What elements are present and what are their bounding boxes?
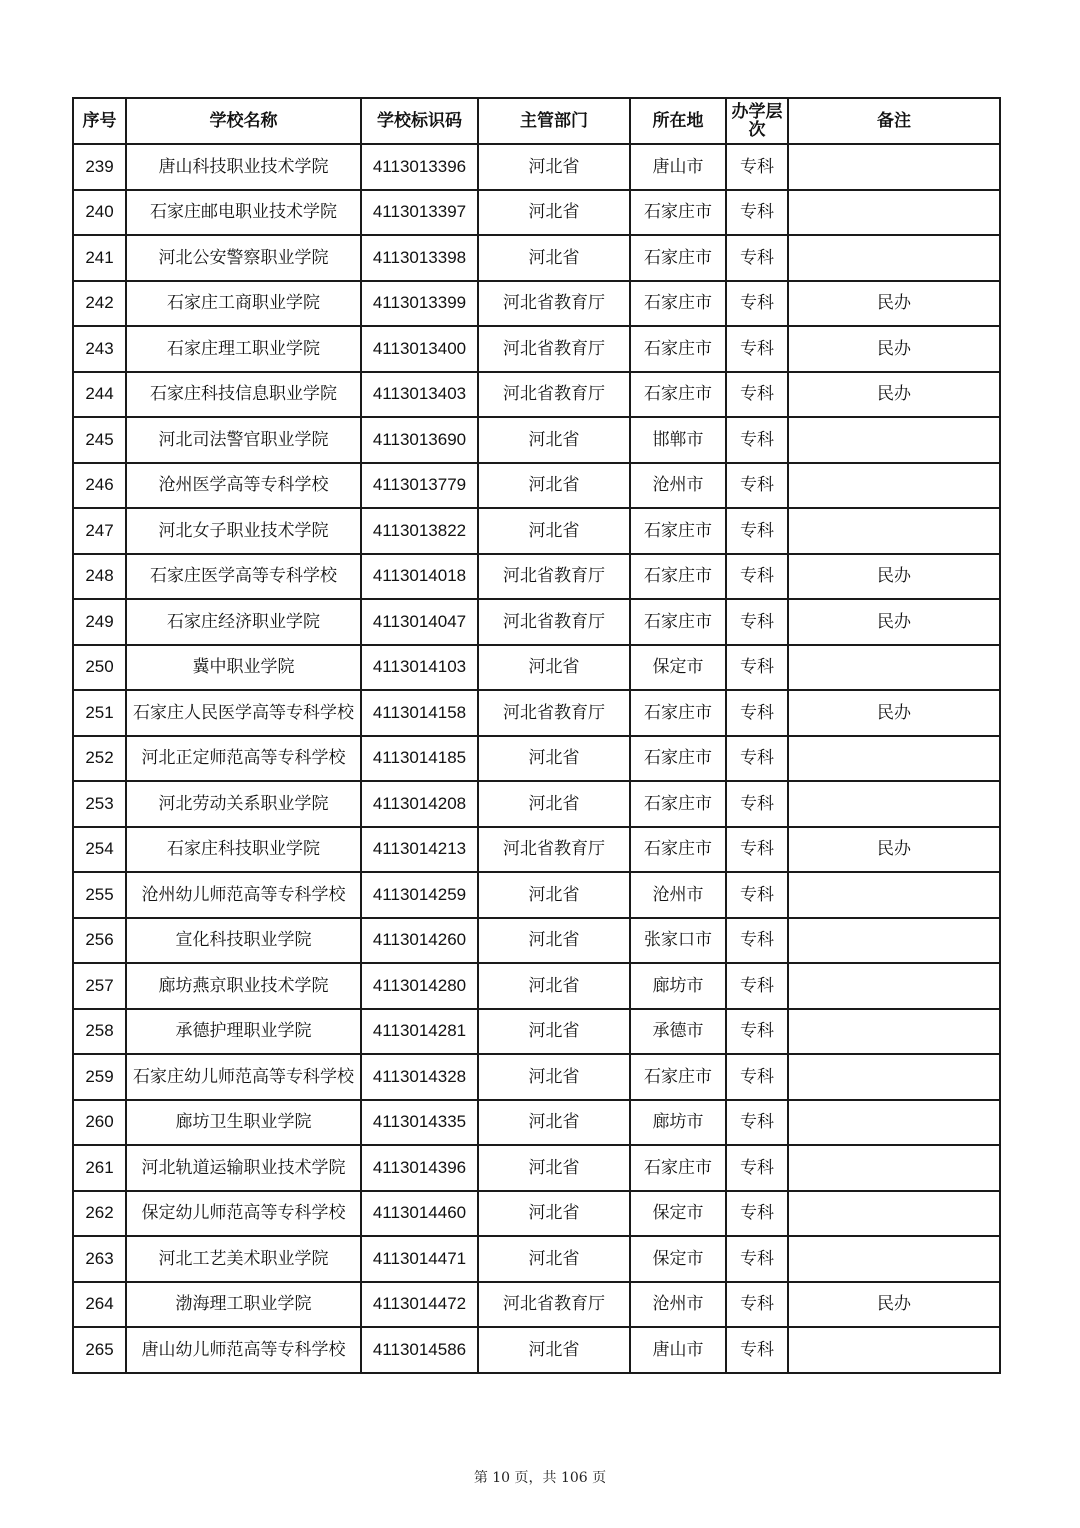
cell-department: 河北省 xyxy=(478,463,630,509)
cell-school-name: 石家庄医学高等专科学校 xyxy=(126,554,361,600)
cell-location: 石家庄市 xyxy=(630,1145,726,1191)
table-row xyxy=(73,281,1000,327)
cell-location: 廊坊市 xyxy=(630,963,726,1009)
cell-department: 河北省 xyxy=(478,235,630,281)
cell-seq: 257 xyxy=(73,963,126,1009)
cell-level: 专科 xyxy=(726,963,788,1009)
cell-note xyxy=(788,417,1000,463)
cell-school-name: 石家庄理工职业学院 xyxy=(126,326,361,372)
cell-level: 专科 xyxy=(726,1145,788,1191)
table-row xyxy=(73,554,1000,600)
cell-school-name: 石家庄科技职业学院 xyxy=(126,827,361,873)
cell-department: 河北省教育厅 xyxy=(478,599,630,645)
table-row xyxy=(73,372,1000,418)
cell-seq: 255 xyxy=(73,872,126,918)
cell-school-name: 沧州医学高等专科学校 xyxy=(126,463,361,509)
cell-level: 专科 xyxy=(726,463,788,509)
cell-note: 民办 xyxy=(788,1282,1000,1328)
table-row xyxy=(73,1054,1000,1100)
page-number-footer: 第 10 页，共 106 页 xyxy=(473,1470,607,1486)
cell-school-name: 石家庄幼儿师范高等专科学校 xyxy=(126,1054,361,1100)
cell-location: 保定市 xyxy=(630,1191,726,1237)
cell-seq: 264 xyxy=(73,1282,126,1328)
cell-school-code: 4113014208 xyxy=(361,781,478,827)
cell-school-name: 冀中职业学院 xyxy=(126,645,361,691)
cell-note: 民办 xyxy=(788,554,1000,600)
cell-level: 专科 xyxy=(726,554,788,600)
table-row xyxy=(73,1327,1000,1373)
cell-school-name: 河北公安警察职业学院 xyxy=(126,235,361,281)
table-row xyxy=(73,1282,1000,1328)
cell-level: 专科 xyxy=(726,872,788,918)
cell-seq: 248 xyxy=(73,554,126,600)
header-note: 备注 xyxy=(788,98,1000,144)
header-location: 所在地 xyxy=(630,98,726,144)
cell-department: 河北省 xyxy=(478,508,630,554)
cell-school-name: 河北工艺美术职业学院 xyxy=(126,1236,361,1282)
cell-school-name: 渤海理工职业学院 xyxy=(126,1282,361,1328)
cell-note xyxy=(788,918,1000,964)
header-level: 办学层次 xyxy=(726,98,788,144)
cell-school-code: 4113014328 xyxy=(361,1054,478,1100)
table-row xyxy=(73,736,1000,782)
table-row xyxy=(73,872,1000,918)
cell-note xyxy=(788,1009,1000,1055)
cell-department: 河北省 xyxy=(478,1009,630,1055)
table-row xyxy=(73,963,1000,1009)
cell-note: 民办 xyxy=(788,281,1000,327)
cell-level: 专科 xyxy=(726,1009,788,1055)
table-row xyxy=(73,417,1000,463)
cell-school-name: 承德护理职业学院 xyxy=(126,1009,361,1055)
table-row xyxy=(73,918,1000,964)
cell-note xyxy=(788,1054,1000,1100)
cell-level: 专科 xyxy=(726,645,788,691)
cell-note xyxy=(788,1145,1000,1191)
cell-school-name: 石家庄工商职业学院 xyxy=(126,281,361,327)
cell-level: 专科 xyxy=(726,1282,788,1328)
table-row xyxy=(73,1191,1000,1237)
cell-location: 石家庄市 xyxy=(630,1054,726,1100)
cell-school-code: 4113013399 xyxy=(361,281,478,327)
table-row xyxy=(73,144,1000,190)
cell-school-name: 石家庄经济职业学院 xyxy=(126,599,361,645)
cell-school-name: 保定幼儿师范高等专科学校 xyxy=(126,1191,361,1237)
table-row xyxy=(73,645,1000,691)
cell-note xyxy=(788,1327,1000,1373)
cell-level: 专科 xyxy=(726,781,788,827)
cell-school-name: 石家庄邮电职业技术学院 xyxy=(126,190,361,236)
cell-location: 石家庄市 xyxy=(630,372,726,418)
cell-seq: 245 xyxy=(73,417,126,463)
cell-location: 石家庄市 xyxy=(630,235,726,281)
cell-level: 专科 xyxy=(726,1100,788,1146)
cell-department: 河北省 xyxy=(478,1236,630,1282)
cell-location: 唐山市 xyxy=(630,1327,726,1373)
cell-department: 河北省教育厅 xyxy=(478,827,630,873)
cell-school-code: 4113014103 xyxy=(361,645,478,691)
cell-level: 专科 xyxy=(726,1191,788,1237)
cell-department: 河北省 xyxy=(478,872,630,918)
cell-department: 河北省 xyxy=(478,736,630,782)
cell-seq: 256 xyxy=(73,918,126,964)
header-name: 学校名称 xyxy=(126,98,361,144)
cell-school-code: 4113013403 xyxy=(361,372,478,418)
cell-school-code: 4113014586 xyxy=(361,1327,478,1373)
cell-school-name: 廊坊卫生职业学院 xyxy=(126,1100,361,1146)
cell-level: 专科 xyxy=(726,144,788,190)
cell-department: 河北省教育厅 xyxy=(478,281,630,327)
cell-department: 河北省教育厅 xyxy=(478,1282,630,1328)
cell-seq: 239 xyxy=(73,144,126,190)
header-code: 学校标识码 xyxy=(361,98,478,144)
cell-level: 专科 xyxy=(726,281,788,327)
cell-seq: 251 xyxy=(73,690,126,736)
cell-department: 河北省教育厅 xyxy=(478,326,630,372)
cell-seq: 265 xyxy=(73,1327,126,1373)
cell-note: 民办 xyxy=(788,827,1000,873)
cell-location: 石家庄市 xyxy=(630,508,726,554)
cell-location: 保定市 xyxy=(630,1236,726,1282)
cell-department: 河北省 xyxy=(478,645,630,691)
cell-location: 石家庄市 xyxy=(630,326,726,372)
cell-level: 专科 xyxy=(726,508,788,554)
cell-note xyxy=(788,463,1000,509)
cell-school-code: 4113014460 xyxy=(361,1191,478,1237)
cell-location: 张家口市 xyxy=(630,918,726,964)
cell-school-name: 宣化科技职业学院 xyxy=(126,918,361,964)
cell-department: 河北省教育厅 xyxy=(478,690,630,736)
cell-department: 河北省 xyxy=(478,1327,630,1373)
cell-school-code: 4113013779 xyxy=(361,463,478,509)
cell-school-code: 4113013397 xyxy=(361,190,478,236)
cell-seq: 244 xyxy=(73,372,126,418)
cell-seq: 258 xyxy=(73,1009,126,1055)
cell-location: 邯郸市 xyxy=(630,417,726,463)
cell-location: 廊坊市 xyxy=(630,1100,726,1146)
cell-department: 河北省 xyxy=(478,781,630,827)
cell-location: 沧州市 xyxy=(630,463,726,509)
cell-seq: 242 xyxy=(73,281,126,327)
cell-note xyxy=(788,144,1000,190)
cell-note xyxy=(788,1100,1000,1146)
cell-seq: 249 xyxy=(73,599,126,645)
table-row xyxy=(73,508,1000,554)
cell-location: 石家庄市 xyxy=(630,190,726,236)
table-row xyxy=(73,827,1000,873)
cell-note xyxy=(788,508,1000,554)
cell-school-name: 廊坊燕京职业技术学院 xyxy=(126,963,361,1009)
cell-seq: 252 xyxy=(73,736,126,782)
cell-school-name: 唐山幼儿师范高等专科学校 xyxy=(126,1327,361,1373)
cell-school-name: 沧州幼儿师范高等专科学校 xyxy=(126,872,361,918)
cell-level: 专科 xyxy=(726,736,788,782)
cell-school-code: 4113013398 xyxy=(361,235,478,281)
cell-level: 专科 xyxy=(726,417,788,463)
cell-note xyxy=(788,872,1000,918)
cell-school-name: 河北司法警官职业学院 xyxy=(126,417,361,463)
cell-school-code: 4113014280 xyxy=(361,963,478,1009)
table-row xyxy=(73,326,1000,372)
cell-level: 专科 xyxy=(726,1054,788,1100)
school-list-table xyxy=(72,97,1001,1374)
cell-location: 石家庄市 xyxy=(630,690,726,736)
table-row xyxy=(73,781,1000,827)
table-row xyxy=(73,599,1000,645)
cell-level: 专科 xyxy=(726,827,788,873)
cell-school-code: 4113013822 xyxy=(361,508,478,554)
cell-seq: 241 xyxy=(73,235,126,281)
cell-school-code: 4113014018 xyxy=(361,554,478,600)
cell-location: 石家庄市 xyxy=(630,827,726,873)
cell-note xyxy=(788,736,1000,782)
cell-level: 专科 xyxy=(726,918,788,964)
cell-school-code: 4113014335 xyxy=(361,1100,478,1146)
cell-department: 河北省 xyxy=(478,1100,630,1146)
cell-location: 沧州市 xyxy=(630,1282,726,1328)
cell-department: 河北省 xyxy=(478,963,630,1009)
table-body xyxy=(73,144,1000,1373)
table-row xyxy=(73,1145,1000,1191)
cell-seq: 247 xyxy=(73,508,126,554)
cell-school-code: 4113014260 xyxy=(361,918,478,964)
cell-department: 河北省 xyxy=(478,190,630,236)
cell-school-code: 4113014471 xyxy=(361,1236,478,1282)
table-row xyxy=(73,463,1000,509)
cell-school-name: 河北轨道运输职业技术学院 xyxy=(126,1145,361,1191)
cell-note xyxy=(788,781,1000,827)
cell-seq: 246 xyxy=(73,463,126,509)
cell-note xyxy=(788,190,1000,236)
cell-school-code: 4113014259 xyxy=(361,872,478,918)
cell-school-name: 河北劳动关系职业学院 xyxy=(126,781,361,827)
cell-seq: 262 xyxy=(73,1191,126,1237)
cell-location: 石家庄市 xyxy=(630,736,726,782)
cell-seq: 253 xyxy=(73,781,126,827)
table-row xyxy=(73,1100,1000,1146)
cell-level: 专科 xyxy=(726,235,788,281)
cell-location: 石家庄市 xyxy=(630,781,726,827)
cell-school-name: 河北正定师范高等专科学校 xyxy=(126,736,361,782)
cell-department: 河北省教育厅 xyxy=(478,554,630,600)
cell-note: 民办 xyxy=(788,326,1000,372)
cell-note xyxy=(788,1191,1000,1237)
cell-level: 专科 xyxy=(726,599,788,645)
cell-seq: 243 xyxy=(73,326,126,372)
cell-seq: 250 xyxy=(73,645,126,691)
cell-location: 保定市 xyxy=(630,645,726,691)
cell-department: 河北省 xyxy=(478,1145,630,1191)
cell-level: 专科 xyxy=(726,326,788,372)
cell-school-code: 4113013400 xyxy=(361,326,478,372)
header-dept: 主管部门 xyxy=(478,98,630,144)
cell-location: 沧州市 xyxy=(630,872,726,918)
cell-note xyxy=(788,1236,1000,1282)
cell-school-code: 4113014158 xyxy=(361,690,478,736)
table-row xyxy=(73,1236,1000,1282)
cell-seq: 254 xyxy=(73,827,126,873)
cell-school-code: 4113014185 xyxy=(361,736,478,782)
cell-location: 唐山市 xyxy=(630,144,726,190)
cell-location: 石家庄市 xyxy=(630,554,726,600)
cell-school-code: 4113014047 xyxy=(361,599,478,645)
cell-department: 河北省 xyxy=(478,1191,630,1237)
table-row xyxy=(73,235,1000,281)
cell-level: 专科 xyxy=(726,1236,788,1282)
cell-seq: 260 xyxy=(73,1100,126,1146)
cell-department: 河北省 xyxy=(478,144,630,190)
cell-school-code: 4113014281 xyxy=(361,1009,478,1055)
cell-seq: 240 xyxy=(73,190,126,236)
cell-location: 承德市 xyxy=(630,1009,726,1055)
table-row xyxy=(73,1009,1000,1055)
cell-note: 民办 xyxy=(788,599,1000,645)
cell-seq: 263 xyxy=(73,1236,126,1282)
cell-note: 民办 xyxy=(788,690,1000,736)
table-row xyxy=(73,690,1000,736)
cell-school-name: 石家庄科技信息职业学院 xyxy=(126,372,361,418)
cell-department: 河北省 xyxy=(478,1054,630,1100)
table-row xyxy=(73,190,1000,236)
cell-department: 河北省教育厅 xyxy=(478,372,630,418)
cell-location: 石家庄市 xyxy=(630,599,726,645)
cell-school-name: 唐山科技职业技术学院 xyxy=(126,144,361,190)
cell-seq: 259 xyxy=(73,1054,126,1100)
cell-seq: 261 xyxy=(73,1145,126,1191)
cell-note xyxy=(788,645,1000,691)
cell-department: 河北省 xyxy=(478,417,630,463)
header-seq: 序号 xyxy=(73,98,126,144)
cell-school-code: 4113013690 xyxy=(361,417,478,463)
cell-department: 河北省 xyxy=(478,918,630,964)
cell-level: 专科 xyxy=(726,1327,788,1373)
cell-level: 专科 xyxy=(726,372,788,418)
cell-location: 石家庄市 xyxy=(630,281,726,327)
cell-school-code: 4113014472 xyxy=(361,1282,478,1328)
cell-school-code: 4113014396 xyxy=(361,1145,478,1191)
cell-note xyxy=(788,963,1000,1009)
table-header-row xyxy=(73,98,1000,144)
cell-level: 专科 xyxy=(726,190,788,236)
cell-level: 专科 xyxy=(726,690,788,736)
cell-school-code: 4113013396 xyxy=(361,144,478,190)
cell-note: 民办 xyxy=(788,372,1000,418)
cell-school-name: 河北女子职业技术学院 xyxy=(126,508,361,554)
cell-school-name: 石家庄人民医学高等专科学校 xyxy=(126,690,361,736)
cell-note xyxy=(788,235,1000,281)
cell-school-code: 4113014213 xyxy=(361,827,478,873)
